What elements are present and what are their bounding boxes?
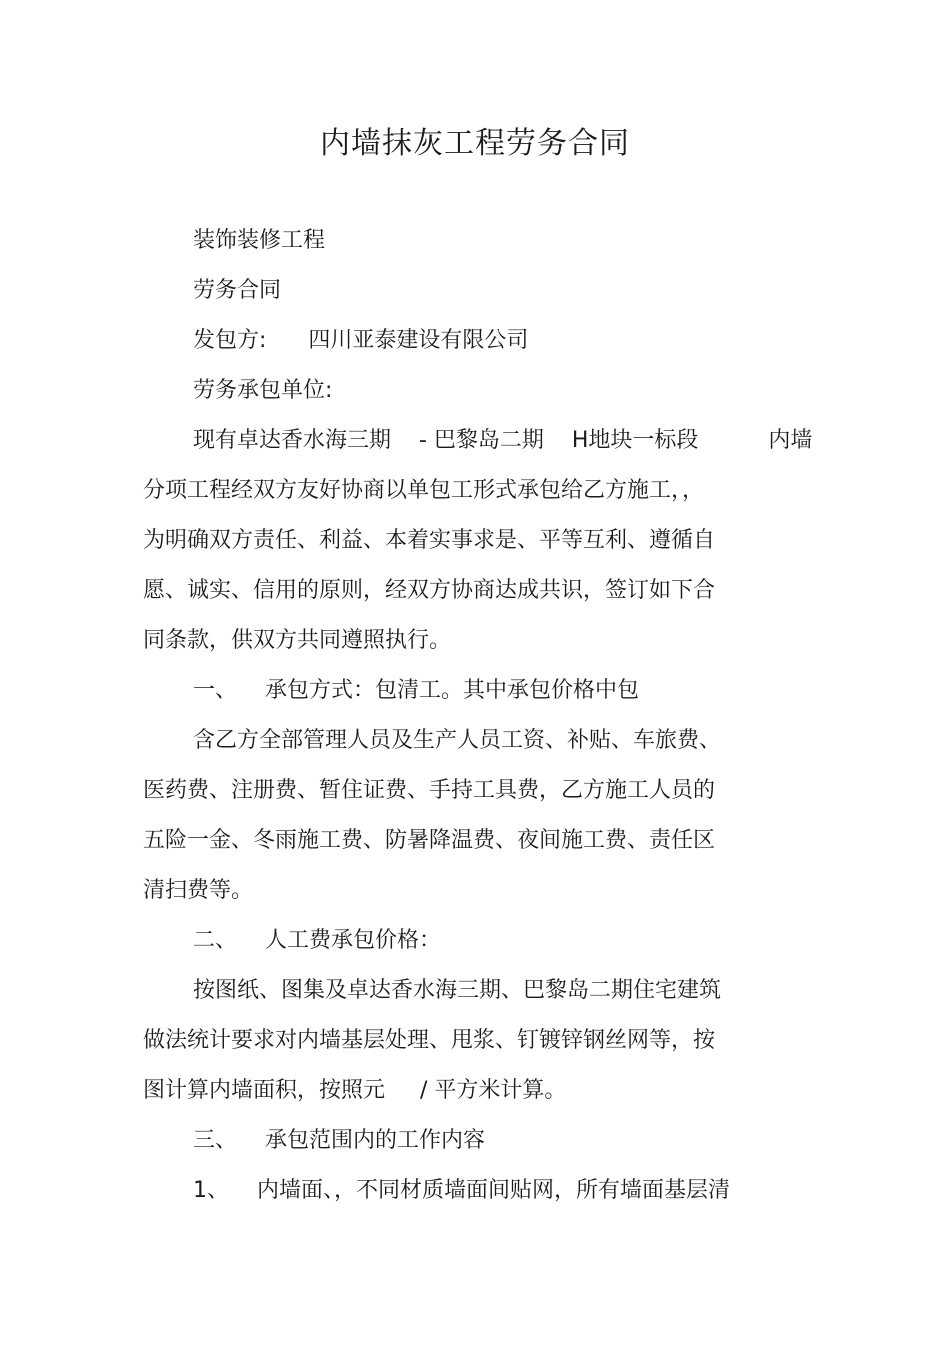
subtitle-line-2: 劳务合同 bbox=[193, 278, 282, 303]
paragraph-line: 清扫费等。 bbox=[143, 878, 254, 903]
paragraph-line: 做法统计要求对内墙基层处理、甩浆、钉镀锌钢丝网等，按 bbox=[143, 1028, 716, 1053]
paragraph-line: 为明确双方责任、利益、本着实事求是、平等互利、遵循自 bbox=[143, 528, 716, 553]
list-item-1: 1、 内墙面、，不同材质墙面间贴网，所有墙面基层清 bbox=[193, 1178, 730, 1203]
paragraph-line: 同条款，供双方共同遵照执行。 bbox=[143, 628, 452, 653]
paragraph-line: 现有卓达香水海三期 - 巴黎岛二期 H地块一标段 内墙 bbox=[193, 428, 813, 453]
party-a-line: 发包方: 四川亚泰建设有限公司 bbox=[193, 328, 529, 353]
paragraph-line: 按图纸、图集及卓达香水海三期、巴黎岛二期住宅建筑 bbox=[193, 978, 722, 1003]
document-title: 内墙抹灰工程劳务合同 bbox=[320, 126, 630, 161]
paragraph-line: 五险一金、冬雨施工费、防暑降温费、夜间施工费、责任区 bbox=[143, 828, 716, 853]
paragraph-line: 图计算内墙面积，按照元 / 平方米计算。 bbox=[143, 1078, 567, 1103]
party-b-line: 劳务承包单位: bbox=[193, 378, 333, 403]
subtitle-line-1: 装饰装修工程 bbox=[193, 228, 326, 253]
section-heading-1: 一、 承包方式：包清工。其中承包价格中包 bbox=[193, 678, 639, 703]
paragraph-line: 愿、诚实、信用的原则，经双方协商达成共识，签订如下合 bbox=[143, 578, 716, 603]
section-heading-3: 三、 承包范围内的工作内容 bbox=[193, 1128, 485, 1153]
paragraph-line: 医药费、注册费、暂住证费、手持工具费，乙方施工人员的 bbox=[143, 778, 716, 803]
section-heading-2: 二、 人工费承包价格： bbox=[193, 928, 441, 953]
paragraph-line: 分项工程经双方友好协商以单包工形式承包给乙方施工，， bbox=[143, 478, 705, 503]
paragraph-line: 含乙方全部管理人员及生产人员工资、补贴、车旅费、 bbox=[193, 728, 722, 753]
